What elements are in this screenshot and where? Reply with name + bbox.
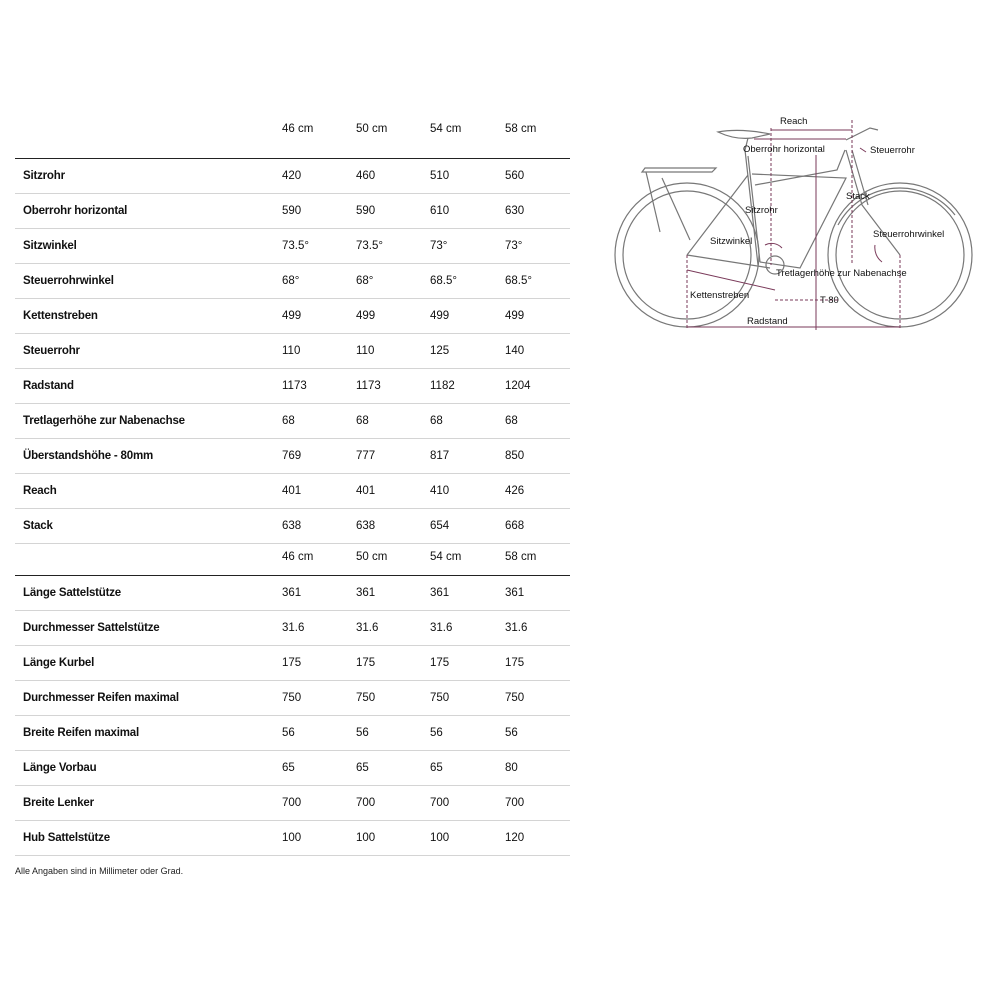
cell-value: 700 <box>282 797 302 809</box>
table-row <box>15 751 570 786</box>
cell-value: 175 <box>356 657 376 669</box>
cell-value: 100 <box>430 832 450 844</box>
table-row <box>15 786 570 821</box>
cell-value: 401 <box>356 485 376 497</box>
geometry-table <box>15 122 570 544</box>
cell-value: 750 <box>356 692 376 704</box>
row-label: Durchmesser Sattelstütze <box>23 622 160 634</box>
sitzwinkel-label: Sitzwinkel <box>710 236 753 247</box>
size-header: 58 cm <box>505 123 537 135</box>
cell-value: 638 <box>282 520 302 532</box>
cell-value: 361 <box>282 587 302 599</box>
diagram-labels <box>690 116 944 327</box>
cell-value: 777 <box>356 450 376 462</box>
cell-value: 590 <box>282 205 302 217</box>
stack-label: Stack <box>846 191 870 202</box>
table-row <box>15 229 570 264</box>
table-row <box>15 509 570 544</box>
row-label: Länge Vorbau <box>23 762 97 774</box>
cell-value: 68° <box>356 275 374 287</box>
table-row <box>15 474 570 509</box>
cell-value: 56 <box>282 727 295 739</box>
cell-value: 630 <box>505 205 525 217</box>
cell-value: 68 <box>430 415 443 427</box>
cell-value: 638 <box>356 520 376 532</box>
tretlager-label: Tretlagerhöhe zur Nabenachse <box>776 268 907 279</box>
cell-value: 750 <box>430 692 450 704</box>
cell-value: 361 <box>430 587 450 599</box>
cell-value: 68 <box>356 415 369 427</box>
size-header: 58 cm <box>505 551 537 563</box>
cell-value: 401 <box>282 485 302 497</box>
cell-value: 769 <box>282 450 302 462</box>
sitzrohr-label: Sitzrohr <box>745 205 778 216</box>
cell-value: 175 <box>282 657 302 669</box>
steuerrohr-label: Steuerrohr <box>870 145 915 156</box>
cell-value: 499 <box>505 310 525 322</box>
table-row <box>15 716 570 751</box>
cell-value: 499 <box>356 310 376 322</box>
cell-value: 1204 <box>505 380 531 392</box>
row-label: Länge Sattelstütze <box>23 587 122 599</box>
oberrohr-label: Oberrohr horizontal <box>743 144 825 155</box>
size-header: 50 cm <box>356 123 388 135</box>
kettenstreben-label: Kettenstreben <box>690 290 750 301</box>
row-label: Sitzwinkel <box>23 240 77 252</box>
row-label: Sitzrohr <box>23 170 65 182</box>
cell-value: 175 <box>430 657 450 669</box>
cell-value: 73.5° <box>356 240 383 252</box>
row-label: Steuerrohrwinkel <box>23 275 114 287</box>
table-row <box>15 439 570 474</box>
cell-value: 1173 <box>282 380 307 392</box>
row-label: Steuerrohr <box>23 345 80 357</box>
cell-value: 499 <box>430 310 450 322</box>
cell-value: 56 <box>430 727 443 739</box>
cell-value: 420 <box>282 170 302 182</box>
cell-value: 65 <box>356 762 369 774</box>
cell-value: 510 <box>430 170 450 182</box>
cell-value: 668 <box>505 520 525 532</box>
table-row <box>15 264 570 299</box>
cell-value: 68.5° <box>430 275 457 287</box>
size-header: 50 cm <box>356 551 388 563</box>
cell-value: 56 <box>505 727 518 739</box>
cell-value: 1182 <box>430 380 455 392</box>
cell-value: 110 <box>282 345 301 357</box>
row-label: Stack <box>23 520 53 532</box>
cell-value: 175 <box>505 657 525 669</box>
cell-value: 65 <box>430 762 443 774</box>
row-label: Überstandshöhe - 80mm <box>23 450 153 462</box>
table-row <box>15 646 570 681</box>
table-row <box>15 369 570 404</box>
radstand-label: Radstand <box>747 316 788 327</box>
cell-value: 100 <box>356 832 376 844</box>
size-header: 46 cm <box>282 551 314 563</box>
size-header-row <box>15 550 570 576</box>
table-row <box>15 576 570 611</box>
bike-silhouette <box>615 128 972 327</box>
cell-value: 31.6 <box>430 622 453 634</box>
cell-value: 65 <box>282 762 295 774</box>
cell-value: 68° <box>282 275 300 287</box>
footnote: Alle Angaben sind in Millimeter oder Grad. <box>15 866 184 876</box>
cell-value: 140 <box>505 345 525 357</box>
row-label: Länge Kurbel <box>23 657 95 669</box>
cell-value: 120 <box>505 832 525 844</box>
cell-value: 654 <box>430 520 450 532</box>
cell-value: 750 <box>505 692 525 704</box>
size-header: 54 cm <box>430 551 462 563</box>
cell-value: 31.6 <box>356 622 379 634</box>
steuerrohrwinkel-label: Steuerrohrwinkel <box>873 229 945 240</box>
cell-value: 590 <box>356 205 376 217</box>
cell-value: 750 <box>282 692 302 704</box>
t80-label: T 80 <box>820 295 839 306</box>
cell-value: 31.6 <box>505 622 528 634</box>
table-row <box>15 404 570 439</box>
cell-value: 850 <box>505 450 525 462</box>
size-header: 54 cm <box>430 123 462 135</box>
cell-value: 460 <box>356 170 376 182</box>
cell-value: 73° <box>430 240 448 252</box>
cell-value: 700 <box>505 797 525 809</box>
cell-value: 31.6 <box>282 622 305 634</box>
cell-value: 499 <box>282 310 302 322</box>
cell-value: 68.5° <box>505 275 532 287</box>
table-row <box>15 334 570 369</box>
row-label: Breite Lenker <box>23 797 94 809</box>
row-label: Durchmesser Reifen maximal <box>23 692 179 704</box>
components-table <box>15 550 570 856</box>
cell-value: 1173 <box>356 380 381 392</box>
cell-value: 361 <box>356 587 376 599</box>
cell-value: 68 <box>282 415 295 427</box>
row-label: Tretlagerhöhe zur Nabenachse <box>23 415 185 427</box>
table-row <box>15 681 570 716</box>
size-header: 46 cm <box>282 123 314 135</box>
cell-value: 610 <box>430 205 450 217</box>
cell-value: 700 <box>430 797 450 809</box>
row-label: Oberrohr horizontal <box>23 205 128 217</box>
row-label: Radstand <box>23 380 74 392</box>
cell-value: 560 <box>505 170 525 182</box>
cell-value: 410 <box>430 485 450 497</box>
reach-label: Reach <box>780 116 808 127</box>
cell-value: 100 <box>282 832 302 844</box>
cell-value: 68 <box>505 415 518 427</box>
row-label: Breite Reifen maximal <box>23 727 139 739</box>
table-row <box>15 194 570 229</box>
table-row <box>15 821 570 856</box>
cell-value: 426 <box>505 485 525 497</box>
bike-geometry-diagram <box>600 105 985 345</box>
cell-value: 80 <box>505 762 518 774</box>
table-row <box>15 299 570 334</box>
cell-value: 700 <box>356 797 376 809</box>
cell-value: 73.5° <box>282 240 309 252</box>
table-row <box>15 611 570 646</box>
cell-value: 125 <box>430 345 450 357</box>
table-row <box>15 159 570 194</box>
cell-value: 73° <box>505 240 523 252</box>
cell-value: 817 <box>430 450 450 462</box>
size-header-row <box>15 122 570 159</box>
cell-value: 110 <box>356 345 375 357</box>
cell-value: 361 <box>505 587 525 599</box>
row-label: Hub Sattelstütze <box>23 832 110 844</box>
row-label: Reach <box>23 485 57 497</box>
row-label: Kettenstreben <box>23 310 98 322</box>
cell-value: 56 <box>356 727 369 739</box>
